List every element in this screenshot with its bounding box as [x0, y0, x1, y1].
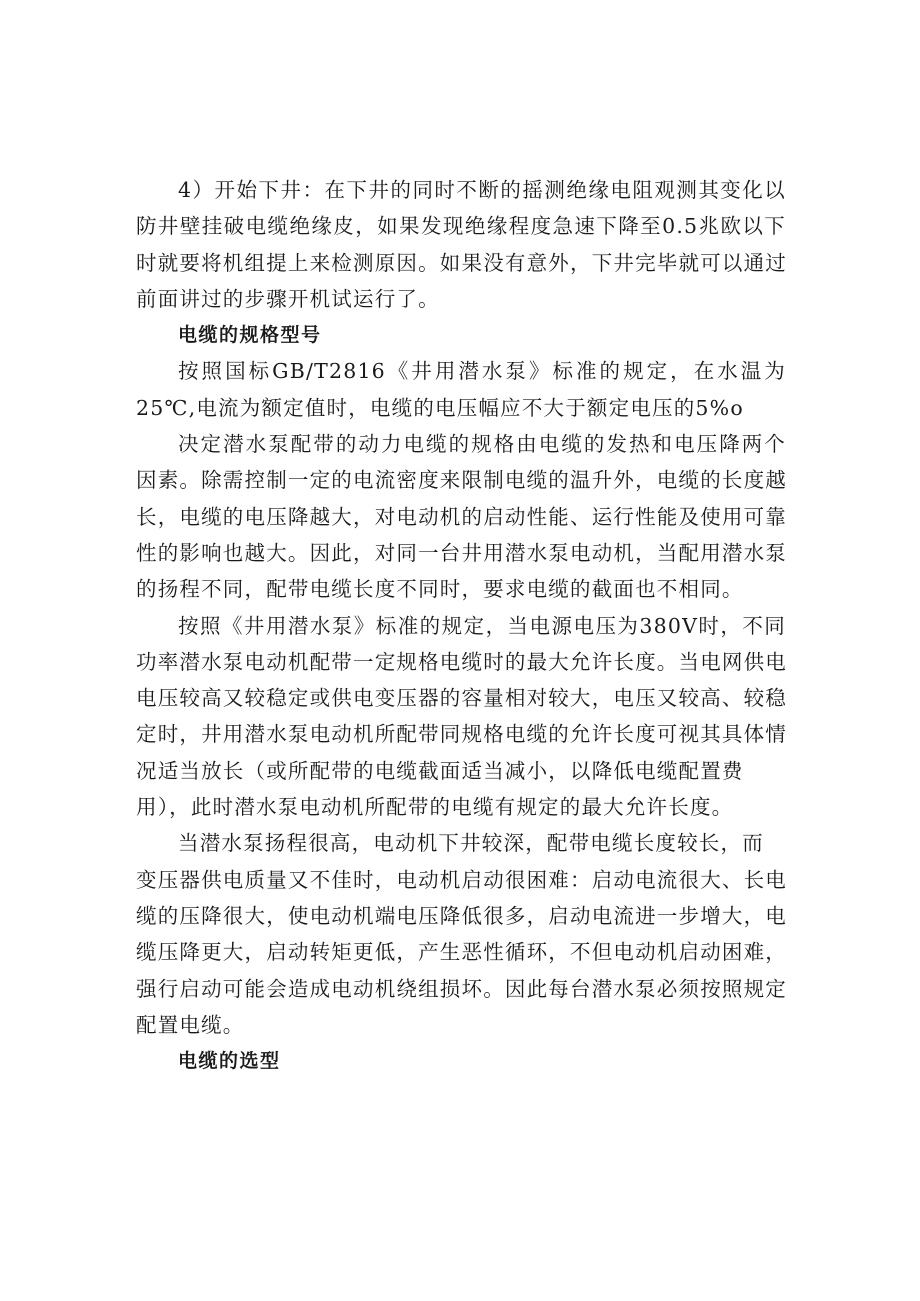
- text-line: 定时，井用潜水泵电动机所配带同规格电缆的允许长度可视其具体情: [136, 722, 787, 747]
- text-line: 缆的压降很大，使电动机端电压降低很多，启动电流进一步增大，电: [136, 903, 787, 928]
- text-line: 变压器供电质量又不佳时，电动机启动很困难：启动电流很大、长电: [136, 867, 787, 892]
- text-line: 按照《井用潜水泵》标准的规定，当电源电压为380V时，不同: [178, 613, 786, 638]
- text-line: 因素。除需控制一定的电流密度来限制电缆的温升外，电缆的长度越: [136, 468, 787, 493]
- text-line: 强行启动可能会造成电动机绕组损坏。因此每台潜水泵必须按照规定: [136, 976, 787, 1001]
- text-line: 功率潜水泵电动机配带一定规格电缆时的最大允许长度。当电网供电: [136, 649, 787, 674]
- text-line: 性的影响也越大。因此，对同一台井用潜水泵电动机，当配用潜水泵: [136, 540, 787, 565]
- text-line: 的扬程不同，配带电缆长度不同时，要求电缆的截面也不相同。: [136, 577, 744, 602]
- text-line: 按照国标GB/T2816《井用潜水泵》标准的规定，在水温为: [178, 359, 786, 384]
- text-line: 决定潜水泵配带的动力电缆的规格由电缆的发热和电压降两个: [178, 432, 786, 457]
- text-line: 用），此时潜水泵电动机所配带的电缆有规定的最大允许长度。: [136, 795, 734, 820]
- text-line: 4）开始下井：在下井的同时不断的摇测绝缘电阻观测其变化以: [178, 178, 786, 202]
- section-heading-cable-selection: 电缆的选型: [178, 1050, 281, 1073]
- text-line: 配置电缆。: [136, 1012, 245, 1037]
- text-line: 防井壁挂破电缆绝缘皮，如果发现绝缘程度急速下降至0.5兆欧以下: [136, 214, 786, 239]
- paragraph-cable-factors: [136, 426, 786, 607]
- text-line: 当潜水泵扬程很高，电动机下井较深，配带电缆长度较长，而: [178, 831, 764, 856]
- text-line: 缆压降更大，启动转矩更低，产生恶性循环，不但电动机启动困难，: [136, 940, 787, 965]
- text-line: 长，电缆的电压降越大，对电动机的启动性能、运行性能及使用可靠: [136, 504, 787, 529]
- text-line: 时就要将机组提上来检测原因。如果没有意外，下井完毕就可以通过: [136, 250, 787, 275]
- paragraph-step-4: [136, 172, 786, 317]
- paragraph-high-head: [136, 825, 786, 1043]
- paragraph-max-length: [136, 608, 786, 826]
- section-heading-cable-spec: 电缆的规格型号: [178, 324, 322, 347]
- text-line: 况适当放长（或所配带的电缆截面适当减小，以降低电缆配置费: [136, 758, 744, 783]
- text-line: 25℃,电流为额定值时，电缆的电压幅应不大于额定电压的5%o: [136, 395, 744, 420]
- text-line: 前面讲过的步骤开机试运行了。: [136, 286, 440, 311]
- text-line: 电压较高又较稳定或供电变压器的容量相对较大，电压又较高、较稳: [136, 686, 787, 711]
- paragraph-national-standard: [136, 353, 786, 426]
- document-body: [136, 172, 786, 1079]
